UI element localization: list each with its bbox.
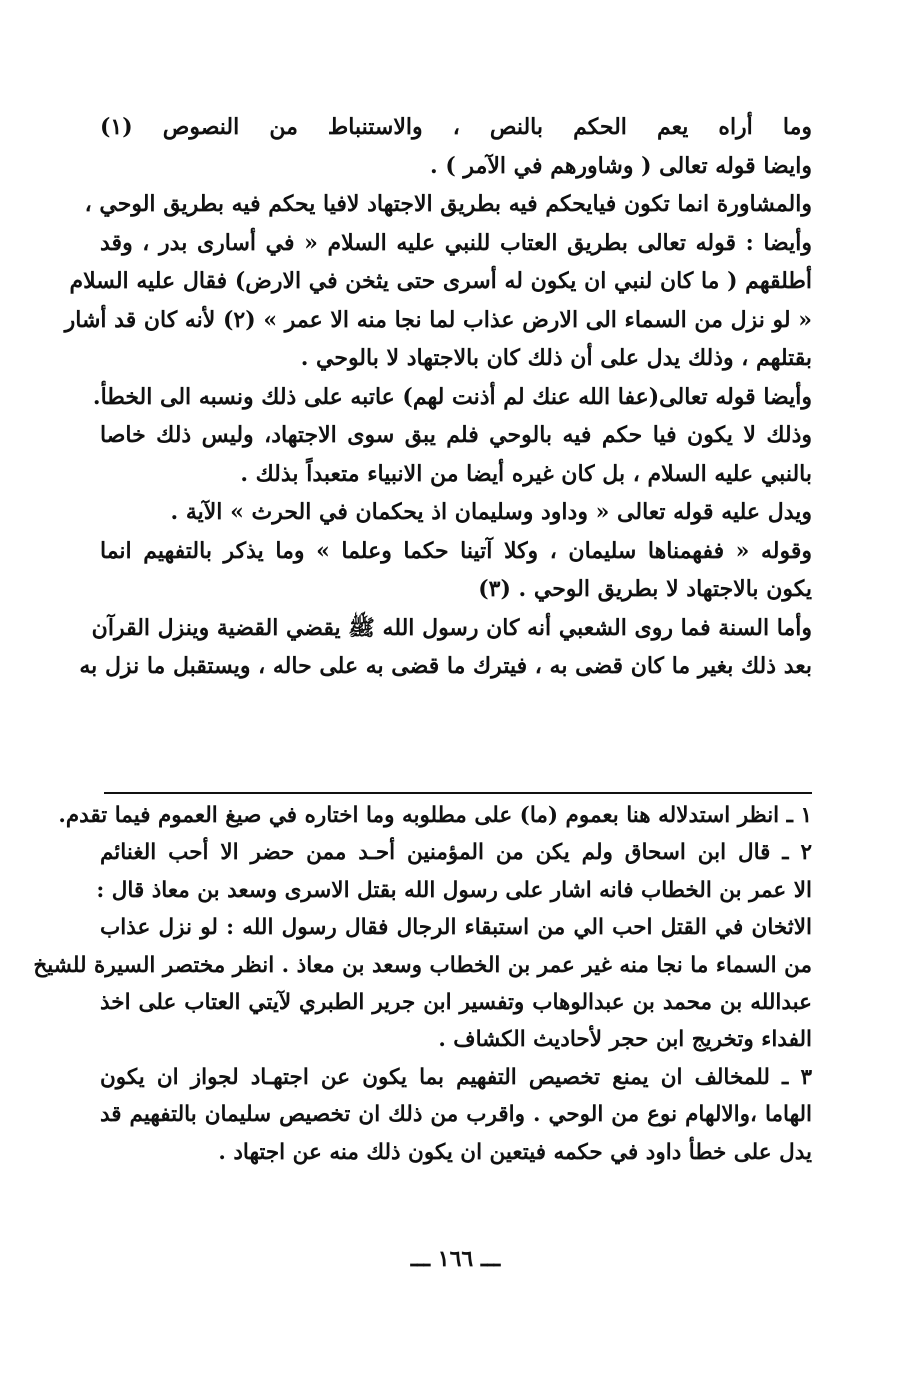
text-line: « لو نزل من السماء الى الارض عذاب لما نجا منه الا عمر » (٢) لأنه كان قد أشار: [64, 306, 812, 333]
main-text: [64, 108, 812, 686]
footnote-separator: [104, 792, 812, 794]
text-line: وقوله « ففهمناها سليمان ، وكلا آتينا حكما وعلما » وما يذكر بالتفهيم انما: [100, 537, 812, 564]
text-line: بقتلهم ، وذلك يدل على أن ذلك كان بالاجتهاد لا بالوحي .: [300, 345, 812, 371]
footnote-line: الهاما ،والالهام نوع من الوحي . واقرب من ذلك ان تخصيص سليمان بالتفهيم قد: [100, 1102, 812, 1128]
text-line: وذلك لا يكون فيا حكم فيه بالوحي فلم يبق سوى الاجتهاد، وليس ذلك خاصا: [100, 422, 812, 448]
text-line: وأيضا : قوله تعالى بطريق العتاب للنبي عليه السلام « في أسارى بدر ، وقد: [100, 229, 812, 256]
text-line: وأما السنة فما روى الشعبي أنه كان رسول الله ﷺ يقضي القضية وينزل القرآن: [91, 614, 812, 641]
text-line: ويدل عليه قوله تعالى « وداود وسليمان اذ يحكمان في الحرث » الآية .: [170, 499, 812, 525]
footnote-line: الاثخان في القتل احب الي من استبقاء الرجال فقال رسول الله : لو نزل عذاب: [100, 915, 812, 941]
text-line: أطلقهم ( ما كان لنبي ان يكون له أسرى حتى يثخن في الارض) فقال عليه السلام: [69, 268, 812, 294]
footnote-line: الا عمر بن الخطاب فانه اشار على رسول الله بقتل الاسرى وسعد بن معاذ قال :: [96, 877, 812, 903]
text-line: يكون بالاجتهاد لا بطريق الوحي . (٣): [478, 576, 812, 602]
footnote-line: ٣ ـ للمخالف ان يمنع تخصيص التفهيم بما يكون عن اجتهـاد لجواز ان يكون: [100, 1064, 812, 1090]
footnote-line: الفداء وتخريج ابن حجر لأحاديث الكشاف .: [438, 1027, 812, 1053]
text-line: وأيضا قوله تعالى(عفا الله عنك لم أذنت لهم) عاتبه على ذلك ونسبه الى الخطأ.: [92, 383, 812, 410]
footnotes: [33, 797, 812, 1171]
footnote-line: ٢ ـ قال ابن اسحاق ولم يكن من المؤمنين أحـد ممن حضر الا أحب الغنائم: [100, 840, 812, 866]
text-line: بعد ذلك بغير ما كان قضى به ، فيترك ما قضى به على حاله ، ويستقبل ما نزل به: [79, 653, 812, 679]
page-number: ـــ ١٦٦ ـــ: [410, 1246, 501, 1272]
text-line: والمشاورة انما تكون فيايحكم فيه بطريق الاجتهاد لافيا يحكم فيه بطريق الوحي ،: [84, 191, 812, 217]
footnote-line: من السماء ما نجا منه غير عمر بن الخطاب وسعد بن معاذ . انظر مختصر السيرة للشيخ: [33, 952, 812, 978]
footnote-line: ١ ـ انظر استدلاله هنا بعموم (ما) على مطلوبه وما اختاره في صيغ العموم فيما تقدم.: [58, 803, 812, 828]
footnote-line: يدل على خطأ داود في حكمه فيتعين ان يكون ذلك منه عن اجتهاد .: [218, 1139, 812, 1165]
text-line: وايضا قوله تعالى ( وشاورهم في الآمر ) .: [430, 152, 812, 179]
footnote-line: عبدالله بن محمد بن عبدالوهاب وتفسير ابن جرير الطبري لآيتي العتاب على اخذ: [100, 989, 812, 1015]
text-line: وما أراه يعم الحكم بالنص ، والاستنباط من النصوص (١): [100, 114, 812, 140]
text-line: بالنبي عليه السلام ، بل كان غيره أيضا من الانبياء متعبداً بذلك .: [240, 460, 812, 487]
